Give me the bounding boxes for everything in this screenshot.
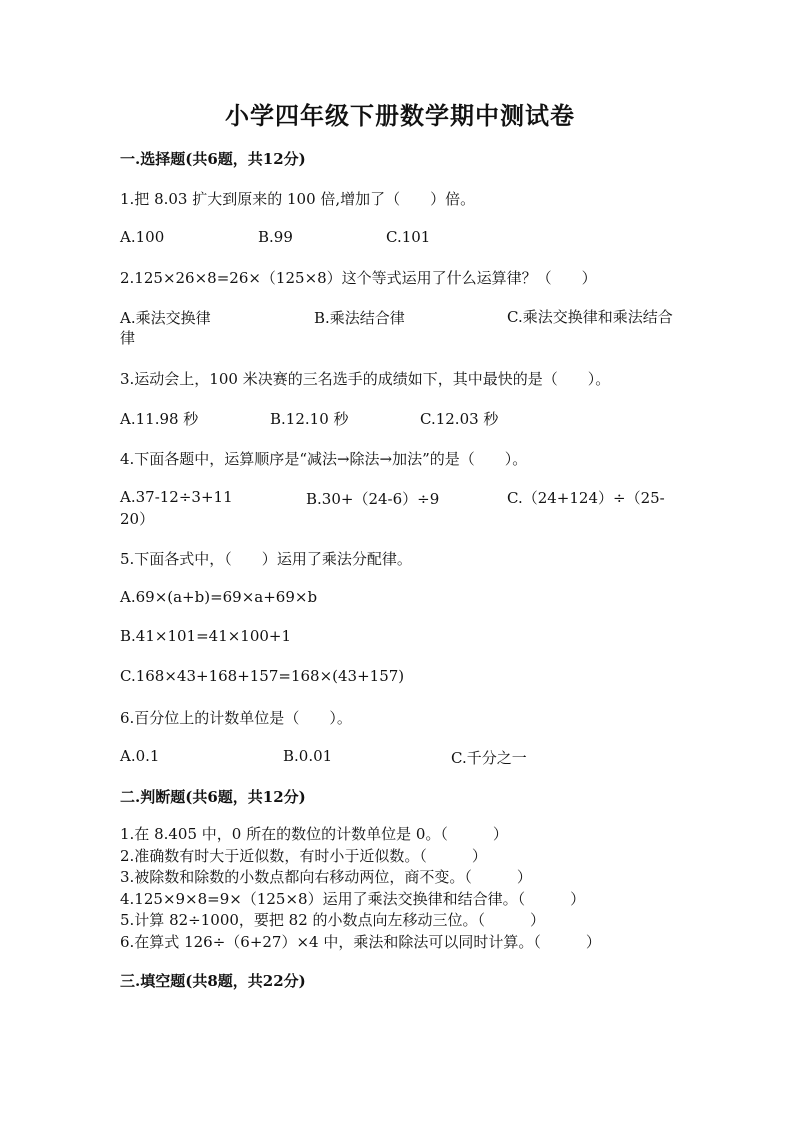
option-c: C.101 xyxy=(386,228,431,246)
question-3: 3.运动会上，100 米决赛的三名选手的成绩如下，其中最快的是（ ）。 xyxy=(120,370,611,388)
question-4: 4.下面各题中，运算顺序是“减法→除法→加法”的是（ ）。 xyxy=(120,450,528,468)
list-item: 1.在 8.405 中，0 所在的数位的计数单位是 0。（ ） xyxy=(120,825,508,843)
option-a: A.11.98 秒 xyxy=(120,410,199,428)
question-1-options xyxy=(120,228,680,268)
option-a: A.0.1 xyxy=(120,747,160,765)
page-title: 小学四年级下册数学期中测试卷 xyxy=(225,101,575,130)
option-b: B.30+（24-6）÷9 xyxy=(306,490,440,508)
option-a: A.乘法交换律 xyxy=(120,309,211,327)
list-item: 3.被除数和除数的小数点都向右移动两位，商不变。（ ） xyxy=(120,868,532,886)
option-c: C.乘法交换律和乘法结合律 xyxy=(120,308,673,347)
true-false-list xyxy=(120,824,601,953)
option-b: B.乘法结合律 xyxy=(314,309,405,327)
question-5-option-c: C.168×43+168+157=168×(43+157) xyxy=(120,667,405,685)
option-b: B.99 xyxy=(258,228,293,246)
question-5: 5.下面各式中，（ ）运用了乘法分配律。 xyxy=(120,550,412,568)
question-2: 2.125×26×8=26×（125×8）这个等式运用了什么运算律？（ ） xyxy=(120,269,597,287)
question-6-options xyxy=(120,747,680,787)
option-a: A.37-12÷3+11 xyxy=(120,488,233,506)
option-b: B.12.10 秒 xyxy=(270,410,349,428)
list-item: 2.准确数有时大于近似数，有时小于近似数。（ ） xyxy=(120,846,487,865)
option-c: C.12.03 秒 xyxy=(420,410,499,428)
question-6: 6.百分位上的计数单位是（ ）。 xyxy=(120,709,352,727)
list-item: 4.125×9×8=9×（125×8）运用了乘法交换律和结合律。（ ） xyxy=(120,889,586,908)
section-header-fill-blank: 三.填空题(共8题，共22分) xyxy=(120,972,306,990)
option-a: A.100 xyxy=(120,228,165,246)
section-header-true-false: 二.判断题(共6题，共12分) xyxy=(120,788,306,806)
question-3-options xyxy=(120,408,680,448)
question-5-option-b: B.41×101=41×100+1 xyxy=(120,627,292,645)
list-item: 5.计算 82÷1000，要把 82 的小数点向左移动三位。（ ） xyxy=(120,911,546,929)
section-header-choice: 一.选择题(共6题，共12分) xyxy=(120,150,306,168)
question-4-options xyxy=(120,488,680,528)
list-item: 6.在算式 126÷（6+27）×4 中，乘法和除法可以同时计算。（ ） xyxy=(120,932,601,951)
question-5-option-a: A.69×(a+b)=69×a+69×b xyxy=(120,588,318,606)
question-1: 1.把 8.03 扩大到原来的 100 倍,增加了（ ）倍。 xyxy=(120,190,476,208)
option-c: C.千分之一 xyxy=(451,749,527,767)
option-c: C.（24+124）÷（25-20） xyxy=(120,489,665,528)
question-2-options xyxy=(120,307,680,347)
option-b: B.0.01 xyxy=(283,747,333,765)
